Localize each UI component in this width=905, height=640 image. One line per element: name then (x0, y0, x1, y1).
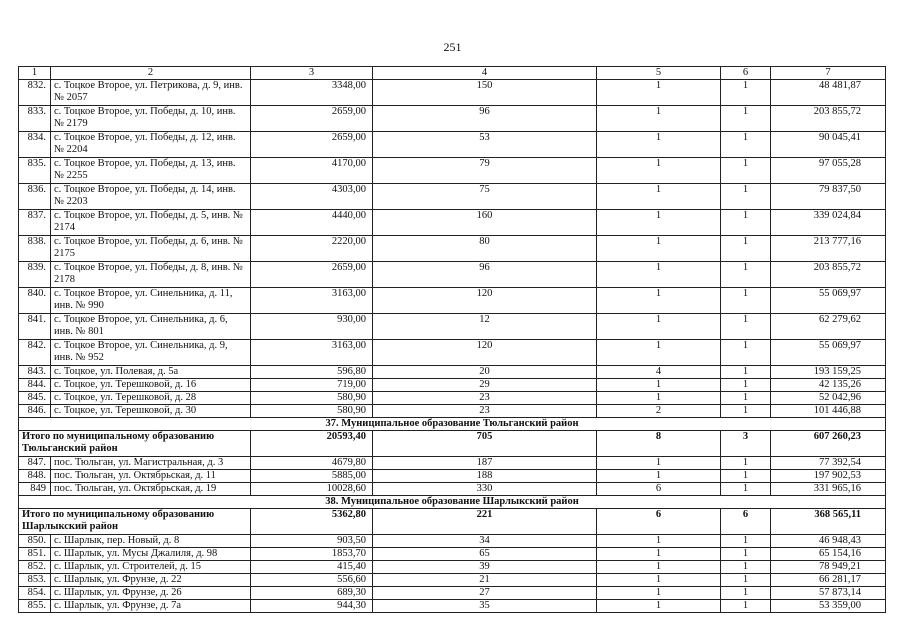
object-address: с. Тоцкое Второе, ул. Синельника, д. 9, инв. № 952 (51, 340, 251, 366)
area-value: 10028,60 (251, 483, 373, 496)
row-number: 843. (19, 366, 51, 379)
column-header: 4 (373, 67, 597, 80)
row-number: 835. (19, 158, 51, 184)
col6-value: 1 (721, 158, 771, 184)
table-row (19, 106, 886, 132)
object-address: с. Тоцкое, ул. Терешковой, д. 16 (51, 379, 251, 392)
total-col5: 6 (597, 509, 721, 535)
area-value: 930,00 (251, 314, 373, 340)
col6-value: 1 (721, 405, 771, 418)
object-address: с. Шарлык, ул. Строителей, д. 15 (51, 561, 251, 574)
column-header: 7 (771, 67, 886, 80)
table-row (19, 587, 886, 600)
col5-value: 1 (597, 600, 721, 613)
col5-value: 1 (597, 106, 721, 132)
total-amount: 368 565,11 (771, 509, 886, 535)
amount-value: 57 873,14 (771, 587, 886, 600)
amount-value: 197 902,53 (771, 470, 886, 483)
table-row (19, 366, 886, 379)
table-body (19, 67, 886, 613)
section-title: 38. Муниципальное образование Шарлыкский район (19, 496, 886, 509)
row-number: 834. (19, 132, 51, 158)
col6-value: 1 (721, 314, 771, 340)
col5-value: 1 (597, 535, 721, 548)
object-address: с. Тоцкое Второе, ул. Победы, д. 10, инв. № 2179 (51, 106, 251, 132)
object-address: пос. Тюльган, ул. Октябрьская, д. 11 (51, 470, 251, 483)
object-address: с. Тоцкое Второе, ул. Победы, д. 8, инв. № 2178 (51, 262, 251, 288)
row-number: 852. (19, 561, 51, 574)
col5-value: 1 (597, 392, 721, 405)
amount-value: 55 069,97 (771, 340, 886, 366)
col6-value: 1 (721, 340, 771, 366)
area-value: 2659,00 (251, 106, 373, 132)
col6-value: 1 (721, 379, 771, 392)
area-value: 3163,00 (251, 340, 373, 366)
col5-value: 1 (597, 210, 721, 236)
object-address: с. Шарлык, пер. Новый, д. 8 (51, 535, 251, 548)
amount-value: 52 042,96 (771, 392, 886, 405)
col6-value: 1 (721, 236, 771, 262)
count-value: 80 (373, 236, 597, 262)
col5-value: 4 (597, 366, 721, 379)
amount-value: 46 948,43 (771, 535, 886, 548)
row-number: 839. (19, 262, 51, 288)
total-amount: 607 260,23 (771, 431, 886, 457)
amount-value: 339 024,84 (771, 210, 886, 236)
column-header: 1 (19, 67, 51, 80)
count-value: 21 (373, 574, 597, 587)
count-value: 120 (373, 340, 597, 366)
object-address: с. Тоцкое Второе, ул. Петрикова, д. 9, инв. № 2057 (51, 80, 251, 106)
row-number: 833. (19, 106, 51, 132)
row-number: 840. (19, 288, 51, 314)
table-row (19, 132, 886, 158)
object-address: с. Шарлык, ул. Мусы Джалиля, д. 98 (51, 548, 251, 561)
object-address: пос. Тюльган, ул. Октябрьская, д. 19 (51, 483, 251, 496)
amount-value: 78 949,21 (771, 561, 886, 574)
row-number: 849 (19, 483, 51, 496)
col6-value: 1 (721, 587, 771, 600)
row-number: 853. (19, 574, 51, 587)
col6-value: 1 (721, 457, 771, 470)
col6-value: 1 (721, 184, 771, 210)
column-header: 5 (597, 67, 721, 80)
col6-value: 1 (721, 548, 771, 561)
total-col6: 6 (721, 509, 771, 535)
col6-value: 1 (721, 535, 771, 548)
col6-value: 1 (721, 392, 771, 405)
amount-value: 213 777,16 (771, 236, 886, 262)
total-row (19, 431, 886, 457)
total-col6: 3 (721, 431, 771, 457)
count-value: 35 (373, 600, 597, 613)
object-address: с. Тоцкое Второе, ул. Победы, д. 6, инв. № 2175 (51, 236, 251, 262)
col5-value: 1 (597, 80, 721, 106)
area-value: 1853,70 (251, 548, 373, 561)
col6-value: 1 (721, 483, 771, 496)
col5-value: 1 (597, 184, 721, 210)
table-row (19, 184, 886, 210)
amount-value: 55 069,97 (771, 288, 886, 314)
col5-value: 1 (597, 340, 721, 366)
col5-value: 1 (597, 379, 721, 392)
page-number: 251 (443, 40, 462, 54)
amount-value: 203 855,72 (771, 106, 886, 132)
column-header: 6 (721, 67, 771, 80)
count-value: 79 (373, 158, 597, 184)
count-value: 34 (373, 535, 597, 548)
amount-value: 79 837,50 (771, 184, 886, 210)
row-number: 842. (19, 340, 51, 366)
col5-value: 1 (597, 561, 721, 574)
row-number: 841. (19, 314, 51, 340)
col5-value: 1 (597, 288, 721, 314)
amount-value: 331 965,16 (771, 483, 886, 496)
area-value: 2659,00 (251, 132, 373, 158)
area-value: 944,30 (251, 600, 373, 613)
amount-value: 203 855,72 (771, 262, 886, 288)
col6-value: 1 (721, 106, 771, 132)
row-number: 832. (19, 80, 51, 106)
object-address: с. Тоцкое, ул. Терешковой, д. 28 (51, 392, 251, 405)
object-address: с. Тоцкое, ул. Полевая, д. 5а (51, 366, 251, 379)
amount-value: 101 446,88 (771, 405, 886, 418)
count-value: 160 (373, 210, 597, 236)
area-value: 719,00 (251, 379, 373, 392)
table-row (19, 288, 886, 314)
count-value: 65 (373, 548, 597, 561)
row-number: 854. (19, 587, 51, 600)
area-value: 415,40 (251, 561, 373, 574)
col5-value: 1 (597, 587, 721, 600)
object-address: с. Тоцкое, ул. Терешковой, д. 30 (51, 405, 251, 418)
amount-value: 90 045,41 (771, 132, 886, 158)
area-value: 2220,00 (251, 236, 373, 262)
area-value: 4679,80 (251, 457, 373, 470)
object-address: с. Шарлык, ул. Фрунзе, д. 26 (51, 587, 251, 600)
table-row (19, 80, 886, 106)
table-row (19, 405, 886, 418)
object-address: с. Тоцкое Второе, ул. Победы, д. 5, инв. № 2174 (51, 210, 251, 236)
column-header: 2 (51, 67, 251, 80)
table-row (19, 470, 886, 483)
table-row (19, 210, 886, 236)
count-value: 75 (373, 184, 597, 210)
table-row (19, 379, 886, 392)
area-value: 596,80 (251, 366, 373, 379)
table-row (19, 392, 886, 405)
object-address: с. Шарлык, ул. Фрунзе, д. 7а (51, 600, 251, 613)
object-address: с. Тоцкое Второе, ул. Победы, д. 12, инв. № 2204 (51, 132, 251, 158)
col5-value: 1 (597, 236, 721, 262)
col6-value: 1 (721, 600, 771, 613)
col6-value: 1 (721, 80, 771, 106)
area-value: 580,90 (251, 392, 373, 405)
total-label: Итого по муниципальному образованию Шарлыкский район (19, 509, 251, 535)
count-value: 27 (373, 587, 597, 600)
row-number: 844. (19, 379, 51, 392)
object-address: с. Тоцкое Второе, ул. Синельника, д. 6, инв. № 801 (51, 314, 251, 340)
row-number: 848. (19, 470, 51, 483)
amount-value: 193 159,25 (771, 366, 886, 379)
count-value: 96 (373, 106, 597, 132)
count-value: 96 (373, 262, 597, 288)
col6-value: 1 (721, 561, 771, 574)
col6-value: 1 (721, 132, 771, 158)
object-address: с. Шарлык, ул. Фрунзе, д. 22 (51, 574, 251, 587)
table-row (19, 262, 886, 288)
table-row (19, 236, 886, 262)
area-value: 5885,00 (251, 470, 373, 483)
total-count: 221 (373, 509, 597, 535)
table-row (19, 457, 886, 470)
table-row (19, 574, 886, 587)
count-value: 150 (373, 80, 597, 106)
object-address: с. Тоцкое Второе, ул. Победы, д. 14, инв. № 2203 (51, 184, 251, 210)
col5-value: 1 (597, 132, 721, 158)
total-row (19, 509, 886, 535)
count-value: 20 (373, 366, 597, 379)
total-label: Итого по муниципальному образованию Тюльганский район (19, 431, 251, 457)
col5-value: 1 (597, 158, 721, 184)
col5-value: 2 (597, 405, 721, 418)
register-table (18, 66, 886, 613)
area-value: 4440,00 (251, 210, 373, 236)
column-number-row (19, 67, 886, 80)
amount-value: 42 135,26 (771, 379, 886, 392)
row-number: 846. (19, 405, 51, 418)
table-row (19, 561, 886, 574)
amount-value: 66 281,17 (771, 574, 886, 587)
area-value: 556,60 (251, 574, 373, 587)
count-value: 53 (373, 132, 597, 158)
count-value: 29 (373, 379, 597, 392)
col5-value: 1 (597, 548, 721, 561)
area-value: 2659,00 (251, 262, 373, 288)
total-area: 5362,80 (251, 509, 373, 535)
section-header-row (19, 418, 886, 431)
total-count: 705 (373, 431, 597, 457)
amount-value: 77 392,54 (771, 457, 886, 470)
table-row (19, 340, 886, 366)
count-value: 39 (373, 561, 597, 574)
column-header: 3 (251, 67, 373, 80)
table-row (19, 548, 886, 561)
col5-value: 1 (597, 470, 721, 483)
area-value: 903,50 (251, 535, 373, 548)
row-number: 850. (19, 535, 51, 548)
section-header-row (19, 496, 886, 509)
area-value: 3348,00 (251, 80, 373, 106)
area-value: 4170,00 (251, 158, 373, 184)
col6-value: 1 (721, 210, 771, 236)
col6-value: 1 (721, 288, 771, 314)
count-value: 12 (373, 314, 597, 340)
col6-value: 1 (721, 262, 771, 288)
count-value: 188 (373, 470, 597, 483)
row-number: 855. (19, 600, 51, 613)
amount-value: 53 359,00 (771, 600, 886, 613)
count-value: 23 (373, 405, 597, 418)
object-address: с. Тоцкое Второе, ул. Синельника, д. 11, инв. № 990 (51, 288, 251, 314)
area-value: 580,90 (251, 405, 373, 418)
total-area: 20593,40 (251, 431, 373, 457)
col5-value: 1 (597, 457, 721, 470)
amount-value: 62 279,62 (771, 314, 886, 340)
amount-value: 65 154,16 (771, 548, 886, 561)
col5-value: 1 (597, 262, 721, 288)
row-number: 845. (19, 392, 51, 405)
amount-value: 97 055,28 (771, 158, 886, 184)
area-value: 689,30 (251, 587, 373, 600)
object-address: с. Тоцкое Второе, ул. Победы, д. 13, инв. № 2255 (51, 158, 251, 184)
total-col5: 8 (597, 431, 721, 457)
table-row (19, 483, 886, 496)
table-row (19, 535, 886, 548)
row-number: 838. (19, 236, 51, 262)
object-address: пос. Тюльган, ул. Магистральная, д. 3 (51, 457, 251, 470)
row-number: 851. (19, 548, 51, 561)
row-number: 847. (19, 457, 51, 470)
col6-value: 1 (721, 470, 771, 483)
table-row (19, 600, 886, 613)
table-row (19, 314, 886, 340)
table-row (19, 158, 886, 184)
count-value: 120 (373, 288, 597, 314)
col5-value: 1 (597, 314, 721, 340)
area-value: 3163,00 (251, 288, 373, 314)
col6-value: 1 (721, 366, 771, 379)
count-value: 330 (373, 483, 597, 496)
col6-value: 1 (721, 574, 771, 587)
row-number: 836. (19, 184, 51, 210)
row-number: 837. (19, 210, 51, 236)
count-value: 23 (373, 392, 597, 405)
area-value: 4303,00 (251, 184, 373, 210)
col5-value: 6 (597, 483, 721, 496)
col5-value: 1 (597, 574, 721, 587)
section-title: 37. Муниципальное образование Тюльганский район (19, 418, 886, 431)
count-value: 187 (373, 457, 597, 470)
amount-value: 48 481,87 (771, 80, 886, 106)
